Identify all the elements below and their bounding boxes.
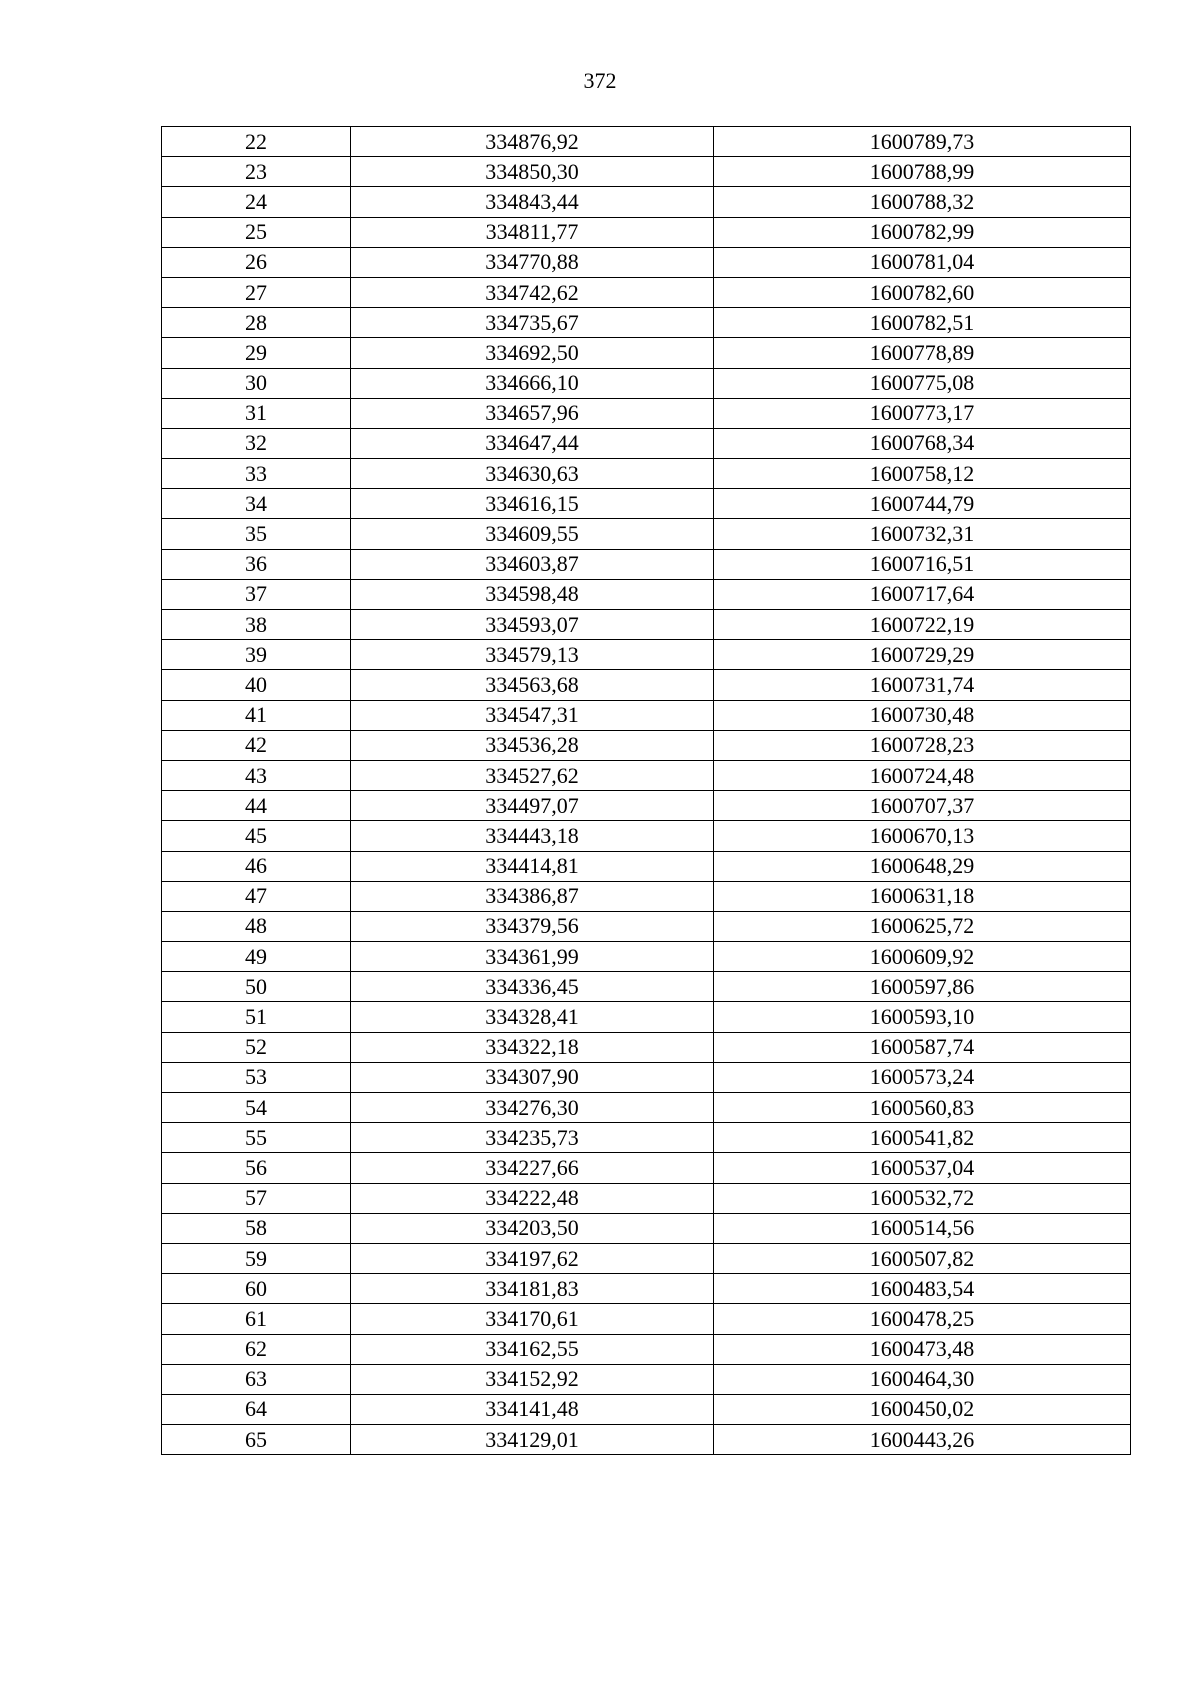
x-coordinate-cell: 334811,77 (351, 217, 714, 247)
table-row (162, 1425, 1131, 1455)
y-coordinate-cell: 1600514,56 (714, 1213, 1131, 1243)
point-number-cell: 36 (162, 549, 351, 579)
y-coordinate-cell: 1600609,92 (714, 942, 1131, 972)
x-coordinate-cell: 334692,50 (351, 338, 714, 368)
coordinates-table (161, 126, 1131, 1455)
x-coordinate-cell: 334603,87 (351, 549, 714, 579)
table-row (162, 1364, 1131, 1394)
y-coordinate-cell: 1600716,51 (714, 549, 1131, 579)
point-number-cell: 62 (162, 1334, 351, 1364)
y-coordinate-cell: 1600707,37 (714, 791, 1131, 821)
x-coordinate-cell: 334222,48 (351, 1183, 714, 1213)
point-number-cell: 25 (162, 217, 351, 247)
x-coordinate-cell: 334152,92 (351, 1364, 714, 1394)
table-row (162, 549, 1131, 579)
x-coordinate-cell: 334276,30 (351, 1093, 714, 1123)
y-coordinate-cell: 1600670,13 (714, 821, 1131, 851)
x-coordinate-cell: 334227,66 (351, 1153, 714, 1183)
y-coordinate-cell: 1600773,17 (714, 398, 1131, 428)
x-coordinate-cell: 334141,48 (351, 1394, 714, 1424)
y-coordinate-cell: 1600473,48 (714, 1334, 1131, 1364)
table-row (162, 1032, 1131, 1062)
table-row (162, 972, 1131, 1002)
y-coordinate-cell: 1600778,89 (714, 338, 1131, 368)
x-coordinate-cell: 334616,15 (351, 489, 714, 519)
table-row (162, 942, 1131, 972)
point-number-cell: 43 (162, 760, 351, 790)
point-number-cell: 40 (162, 670, 351, 700)
point-number-cell: 34 (162, 489, 351, 519)
table-row (162, 760, 1131, 790)
x-coordinate-cell: 334742,62 (351, 277, 714, 307)
table-row (162, 247, 1131, 277)
point-number-cell: 60 (162, 1274, 351, 1304)
y-coordinate-cell: 1600729,29 (714, 640, 1131, 670)
x-coordinate-cell: 334379,56 (351, 911, 714, 941)
point-number-cell: 33 (162, 459, 351, 489)
point-number-cell: 44 (162, 791, 351, 821)
x-coordinate-cell: 334609,55 (351, 519, 714, 549)
table-row (162, 368, 1131, 398)
x-coordinate-cell: 334527,62 (351, 760, 714, 790)
y-coordinate-cell: 1600631,18 (714, 881, 1131, 911)
y-coordinate-cell: 1600724,48 (714, 760, 1131, 790)
y-coordinate-cell: 1600782,99 (714, 217, 1131, 247)
x-coordinate-cell: 334579,13 (351, 640, 714, 670)
x-coordinate-cell: 334770,88 (351, 247, 714, 277)
x-coordinate-cell: 334414,81 (351, 851, 714, 881)
point-number-cell: 45 (162, 821, 351, 851)
table-row (162, 610, 1131, 640)
y-coordinate-cell: 1600788,99 (714, 157, 1131, 187)
table-row (162, 187, 1131, 217)
y-coordinate-cell: 1600537,04 (714, 1153, 1131, 1183)
y-coordinate-cell: 1600478,25 (714, 1304, 1131, 1334)
x-coordinate-cell: 334497,07 (351, 791, 714, 821)
x-coordinate-cell: 334307,90 (351, 1062, 714, 1092)
table-row (162, 791, 1131, 821)
page-number: 372 (583, 68, 617, 93)
y-coordinate-cell: 1600775,08 (714, 368, 1131, 398)
point-number-cell: 59 (162, 1243, 351, 1273)
point-number-cell: 37 (162, 579, 351, 609)
x-coordinate-cell: 334598,48 (351, 579, 714, 609)
point-number-cell: 65 (162, 1425, 351, 1455)
point-number-cell: 51 (162, 1002, 351, 1032)
x-coordinate-cell: 334170,61 (351, 1304, 714, 1334)
point-number-cell: 39 (162, 640, 351, 670)
y-coordinate-cell: 1600730,48 (714, 700, 1131, 730)
point-number-cell: 41 (162, 700, 351, 730)
x-coordinate-cell: 334657,96 (351, 398, 714, 428)
x-coordinate-cell: 334162,55 (351, 1334, 714, 1364)
x-coordinate-cell: 334536,28 (351, 730, 714, 760)
point-number-cell: 47 (162, 881, 351, 911)
y-coordinate-cell: 1600483,54 (714, 1274, 1131, 1304)
y-coordinate-cell: 1600507,82 (714, 1243, 1131, 1273)
x-coordinate-cell: 334235,73 (351, 1123, 714, 1153)
y-coordinate-cell: 1600541,82 (714, 1123, 1131, 1153)
x-coordinate-cell: 334197,62 (351, 1243, 714, 1273)
y-coordinate-cell: 1600731,74 (714, 670, 1131, 700)
table-row (162, 911, 1131, 941)
y-coordinate-cell: 1600744,79 (714, 489, 1131, 519)
table-row (162, 1183, 1131, 1213)
table-row (162, 821, 1131, 851)
y-coordinate-cell: 1600782,60 (714, 277, 1131, 307)
x-coordinate-cell: 334322,18 (351, 1032, 714, 1062)
point-number-cell: 32 (162, 428, 351, 458)
point-number-cell: 30 (162, 368, 351, 398)
point-number-cell: 26 (162, 247, 351, 277)
table-row (162, 1002, 1131, 1032)
coordinates-table-body (162, 127, 1131, 1455)
x-coordinate-cell: 334328,41 (351, 1002, 714, 1032)
table-row (162, 1394, 1131, 1424)
y-coordinate-cell: 1600450,02 (714, 1394, 1131, 1424)
table-row (162, 1243, 1131, 1273)
x-coordinate-cell: 334443,18 (351, 821, 714, 851)
point-number-cell: 49 (162, 942, 351, 972)
point-number-cell: 24 (162, 187, 351, 217)
table-row (162, 338, 1131, 368)
table-row (162, 157, 1131, 187)
table-row (162, 700, 1131, 730)
y-coordinate-cell: 1600532,72 (714, 1183, 1131, 1213)
point-number-cell: 58 (162, 1213, 351, 1243)
table-row (162, 277, 1131, 307)
x-coordinate-cell: 334336,45 (351, 972, 714, 1002)
x-coordinate-cell: 334630,63 (351, 459, 714, 489)
table-row (162, 1093, 1131, 1123)
table-row (162, 670, 1131, 700)
y-coordinate-cell: 1600648,29 (714, 851, 1131, 881)
table-row (162, 428, 1131, 458)
point-number-cell: 23 (162, 157, 351, 187)
table-row (162, 579, 1131, 609)
table-row (162, 489, 1131, 519)
point-number-cell: 55 (162, 1123, 351, 1153)
y-coordinate-cell: 1600625,72 (714, 911, 1131, 941)
table-row (162, 1153, 1131, 1183)
y-coordinate-cell: 1600788,32 (714, 187, 1131, 217)
x-coordinate-cell: 334563,68 (351, 670, 714, 700)
table-row (162, 730, 1131, 760)
table-row (162, 519, 1131, 549)
y-coordinate-cell: 1600728,23 (714, 730, 1131, 760)
point-number-cell: 22 (162, 127, 351, 157)
point-number-cell: 35 (162, 519, 351, 549)
x-coordinate-cell: 334876,92 (351, 127, 714, 157)
point-number-cell: 53 (162, 1062, 351, 1092)
table-row (162, 1062, 1131, 1092)
point-number-cell: 63 (162, 1364, 351, 1394)
table-row (162, 217, 1131, 247)
x-coordinate-cell: 334361,99 (351, 942, 714, 972)
y-coordinate-cell: 1600732,31 (714, 519, 1131, 549)
y-coordinate-cell: 1600789,73 (714, 127, 1131, 157)
x-coordinate-cell: 334181,83 (351, 1274, 714, 1304)
table-row (162, 127, 1131, 157)
point-number-cell: 57 (162, 1183, 351, 1213)
table-row (162, 1334, 1131, 1364)
y-coordinate-cell: 1600597,86 (714, 972, 1131, 1002)
point-number-cell: 42 (162, 730, 351, 760)
y-coordinate-cell: 1600464,30 (714, 1364, 1131, 1394)
y-coordinate-cell: 1600768,34 (714, 428, 1131, 458)
x-coordinate-cell: 334129,01 (351, 1425, 714, 1455)
table-row (162, 881, 1131, 911)
point-number-cell: 29 (162, 338, 351, 368)
table-row (162, 640, 1131, 670)
x-coordinate-cell: 334547,31 (351, 700, 714, 730)
point-number-cell: 27 (162, 277, 351, 307)
table-row (162, 1274, 1131, 1304)
x-coordinate-cell: 334843,44 (351, 187, 714, 217)
y-coordinate-cell: 1600782,51 (714, 308, 1131, 338)
point-number-cell: 52 (162, 1032, 351, 1062)
y-coordinate-cell: 1600717,64 (714, 579, 1131, 609)
table-row (162, 1304, 1131, 1334)
table-row (162, 851, 1131, 881)
table-row (162, 1123, 1131, 1153)
x-coordinate-cell: 334735,67 (351, 308, 714, 338)
table-row (162, 1213, 1131, 1243)
x-coordinate-cell: 334203,50 (351, 1213, 714, 1243)
y-coordinate-cell: 1600593,10 (714, 1002, 1131, 1032)
x-coordinate-cell: 334850,30 (351, 157, 714, 187)
y-coordinate-cell: 1600573,24 (714, 1062, 1131, 1092)
y-coordinate-cell: 1600722,19 (714, 610, 1131, 640)
table-row (162, 308, 1131, 338)
point-number-cell: 28 (162, 308, 351, 338)
x-coordinate-cell: 334666,10 (351, 368, 714, 398)
point-number-cell: 31 (162, 398, 351, 428)
y-coordinate-cell: 1600781,04 (714, 247, 1131, 277)
table-row (162, 459, 1131, 489)
point-number-cell: 64 (162, 1394, 351, 1424)
y-coordinate-cell: 1600560,83 (714, 1093, 1131, 1123)
y-coordinate-cell: 1600758,12 (714, 459, 1131, 489)
point-number-cell: 56 (162, 1153, 351, 1183)
point-number-cell: 61 (162, 1304, 351, 1334)
x-coordinate-cell: 334593,07 (351, 610, 714, 640)
y-coordinate-cell: 1600587,74 (714, 1032, 1131, 1062)
point-number-cell: 50 (162, 972, 351, 1002)
point-number-cell: 38 (162, 610, 351, 640)
y-coordinate-cell: 1600443,26 (714, 1425, 1131, 1455)
point-number-cell: 46 (162, 851, 351, 881)
point-number-cell: 54 (162, 1093, 351, 1123)
x-coordinate-cell: 334386,87 (351, 881, 714, 911)
table-row (162, 398, 1131, 428)
x-coordinate-cell: 334647,44 (351, 428, 714, 458)
point-number-cell: 48 (162, 911, 351, 941)
